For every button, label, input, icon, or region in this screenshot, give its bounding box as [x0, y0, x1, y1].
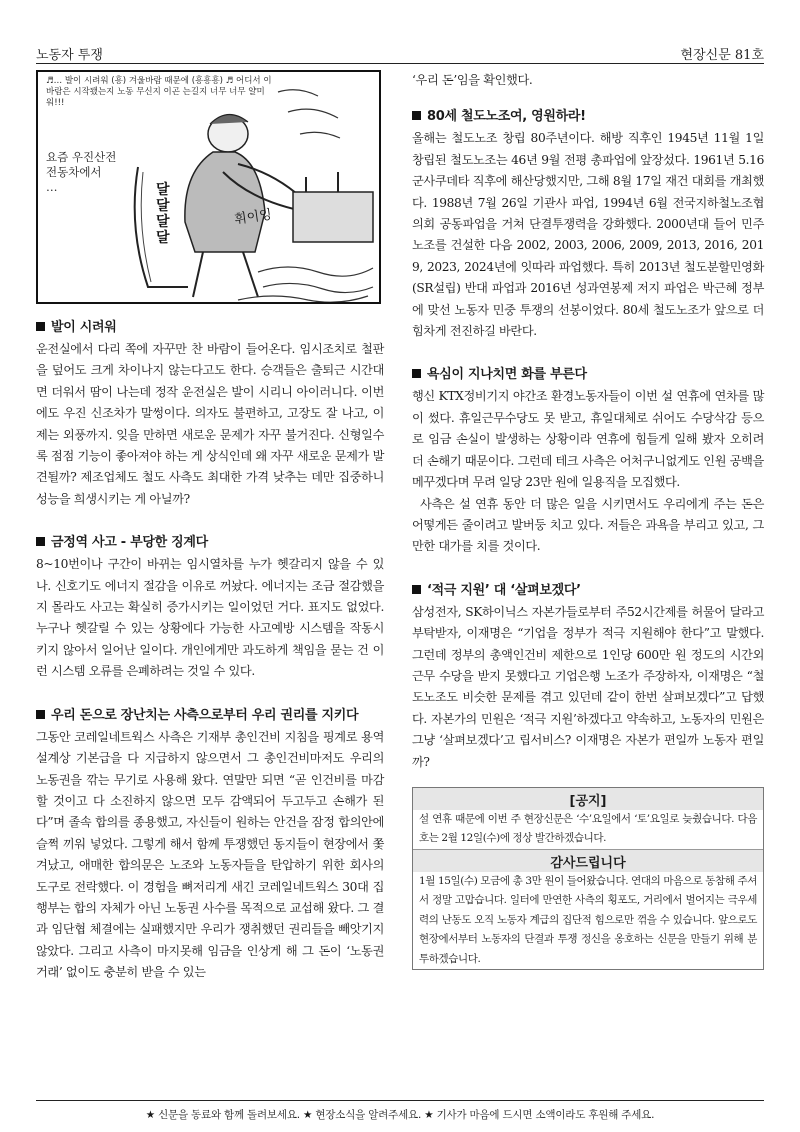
page-footer: ★ 신문을 동료와 함께 돌려보세요. ★ 현장소식을 알려주세요. ★ 기사가 마음에 드시면 소액이라도 후원해 주세요. [36, 1100, 764, 1122]
article-geumjeong: 8~10번이나 구간이 바뀌는 임시열차를 누가 헷갈리지 않을 수 있나. 신호기도 에너지 절감을 이유로 꺼놨다. 에너지는 조금 절감했을지 몰라도 사고는 확실히 증가시키는 일이었던 거다. 표지도 없었다. 누구나 헷갈릴 수 있는 상황에다 가능한 사고예방 시스템을 작동시키지 않아서 일어난 일이다. 개인에게만 과도하게 책임을 묻는 건 이런 시스템 오류를 은폐하려는 것일 수 있다. [36, 557, 384, 679]
article-support: 삼성전자, SK하이닉스 자본가들로부터 주52시간제를 허물어 달라고 부탁받자, 이재명은 “기업을 정부가 적극 지원해야 한다”고 말했다. 그런데 정부의 총액인건비 제한으로 1인당 600만 원 정도의 시간외 근무 수당을 받지 못했다고 기업은행 노조가 주장하자, 이재명은 “철도노조도 비슷한 문제를 겪고 있던데 같이 한번 살펴보겠다”고 답했다. 자본가의 민원은 ‘적극 지원’하겠다고 약속하고, 노동자의 민원은 그냥 ‘살펴보겠다’고 립서비스? 이재명은 자본가 편일까 노동자 편일까? [412, 604, 764, 769]
notice-title: [공지] [413, 788, 763, 810]
square-bullet-icon [412, 369, 421, 378]
section-title-cold-feet: 발이 시려워 [36, 316, 384, 335]
caption-line: 전동차에서 [46, 165, 102, 179]
thanks-title: 감사드립니다 [413, 849, 763, 872]
section-title-geumjeong: 금정역 사고 - 부당한 징계다 [36, 531, 384, 550]
thanks-body: 1월 15일(수) 모금에 총 3만 원이 들어왔습니다. 연대의 마음으로 동참해 주셔서 정말 고맙습니다. 일터에 만연한 사측의 횡포도, 거리에서 벌어지는 극우세력의 난동도 오직 노동자 계급의 집단적 힘으로만 꺾을 수 있습니다. 앞으로도 현장에서부터 노동자의 단결과 투쟁 정신을 옹호하는 신문을 만들기 위해 분투하겠습니다. [419, 874, 757, 965]
article-railway-union: 올해는 철도노조 창립 80주년이다. 해방 직후인 1945년 11월 1일 창립된 철도노조는 46년 9월 전평 총파업에 앞장섰다. 1961년 5.16 군사쿠데타 직후에 해산당했지만, 그해 8월 17일 재건 대회를 개최했다. 1988년 7월 26일 기관사 파업, 1994년 6월 전국지하철노조협의회 공동파업을 거쳐 단결투쟁력을 강화했다. 2000년대 들어 민주노조를 건설한 다음 2002, 2003, 2006, 2009, 2013, 2016, 2019, 2023, 2024년에 잇따라 파업했다. 특히 2013년 철도분할민영화(SR설립) 반대 파업과 2016년 성과연봉제 저지 파업은 박근혜 정부에 맞선 노동자 민중 투쟁의 선봉이었다. 80세 철도노조가 앞으로 더 힘차게 전진하길 바란다. [412, 131, 764, 339]
square-bullet-icon [36, 710, 45, 719]
caption-line: 요즘 우진산전 [46, 150, 117, 164]
publication-section: 노동자 투쟁 [36, 48, 103, 63]
wind-sound-text: 휘이잉 [233, 207, 273, 228]
square-bullet-icon [36, 537, 45, 546]
article-our-money: 그동안 코레일네트웍스 사측은 기재부 총인건비 지침을 핑계로 용역 설계상 기본급을 다 지급하지 않으면서 그 총인건비마저도 우리의 노동권을 깎는 무기로 사용해 왔다. 연말만 되면 “곧 인건비를 마감할 것이고 다 소진하지 않으면 모두 감액되어 두고두고 손해가 된다”며 졸속 합의를 종용했고, 자신들이 원하는 안건을 잠정 합의안에 슬쩍 끼워 넣었다. 그렇게 해서 함께 투쟁했던 동지들이 현장에서 쫓겨났고, 애매한 합의문은 노조와 노동자들을 탄압하기 위한 회사의 도구로 전락했다. 이 경험을 뼈저리게 새긴 코레일네트웍스 30대 집행부는 합의 자체가 아닌 노동권 사수를 목적으로 교섭해 왔다. 그 결과 임단협 체결에는 실패했지만 우리가 쟁취했던 권리들을 빼앗기지 않았다. 그리고 사측이 마지못해 임금을 인상게 해 그 돈이 ‘노동권 거래’ 없이도 충분히 받을 수 있는 [36, 729, 384, 980]
right-column [412, 70, 764, 970]
square-bullet-icon [36, 322, 45, 331]
notice-body: 설 연휴 때문에 이번 주 현장신문은 ‘수’요일에서 ‘토’요일로 늦췄습니다. 다음 호는 2월 12일(수)에 정상 발간하겠습니다. [419, 812, 757, 845]
page-header [36, 42, 764, 64]
square-bullet-icon [412, 585, 421, 594]
section-title-support: ‘적극 지원’ 대 ‘살펴보겠다’ [412, 579, 764, 598]
square-bullet-icon [412, 111, 421, 120]
caption-line: … [46, 180, 58, 194]
article-our-money-continued: ‘우리 돈’임을 확인했다. [412, 73, 533, 87]
section-title-our-money: 우리 돈으로 장난치는 사측으로부터 우리 권리를 지키다 [36, 704, 384, 723]
shake-sound-text: 달달달달 [156, 182, 170, 246]
cartoon-illustration [36, 70, 381, 304]
left-column [36, 70, 384, 984]
section-title-greed: 욕심이 지나치면 화를 부른다 [412, 363, 764, 382]
article-cold-feet: 운전실에서 다리 쪽에 자꾸만 찬 바람이 들어온다. 임시조치로 철판을 덮어도 크게 차이나지 않는다고도 한다. 승객들은 출퇴근 시간대면 더워서 땀이 나는데 정작 운전실은 발이 시리니 아이러니다. 이번에도 우진 신조차가 말썽이다. 의자도 불편하고, 고장도 잘 나고, 이제는 외풍까지. 잊을 만하면 새로운 문제가 자꾸 불거진다. 신형일수록 점점 기능이 좋아져야 하는 게 상식인데 왜 자꾸 새로운 문제가 발견될까? 제조업체도 철도 사측도 최대한 가격 낮추는 데만 집중하니 성능을 희생시키는 게 아닐까? [36, 342, 384, 506]
notice-box [412, 787, 764, 971]
section-title-railway-union: 80세 철도노조여, 영원하라! [412, 105, 764, 124]
article-greed-part2: 사측은 설 연휴 동안 더 많은 일을 시키면서도 우리에게 주는 돈은 어떻게든 줄이려고 발버둥 치고 있다. 저들은 과욕을 부리고 있고, 그만한 대가를 치를 것이다. [412, 496, 764, 554]
speech-text: ♬… 발이 시려워 (흥) 겨울바람 때문에 (흥흥흥) ♬ 어디서 이 바람은 시작됐는지 노동 무신지 이곤 는길지 너무 너무 얄미워!!! [46, 76, 272, 108]
cartoon-caption [46, 150, 116, 195]
issue-number: 현장신문 81호 [680, 48, 764, 63]
article-greed-part1: 행신 KTX정비기지 야간조 환경노동자들이 이번 설 연휴에 연차를 많이 썼다. 휴일근무수당도 못 받고, 휴일대체로 쉬어도 수당삭감 등으로 임금 손실이 발생하는 상황이라 연휴에 힘들게 일해 봤자 오히려 더 손해기 때문이다. 그런데 테크 사측은 어처구니없게도 인원 공백을 메꾸겠다며 무려 일당 23만 원에 일용직을 모집했다. [412, 389, 764, 490]
